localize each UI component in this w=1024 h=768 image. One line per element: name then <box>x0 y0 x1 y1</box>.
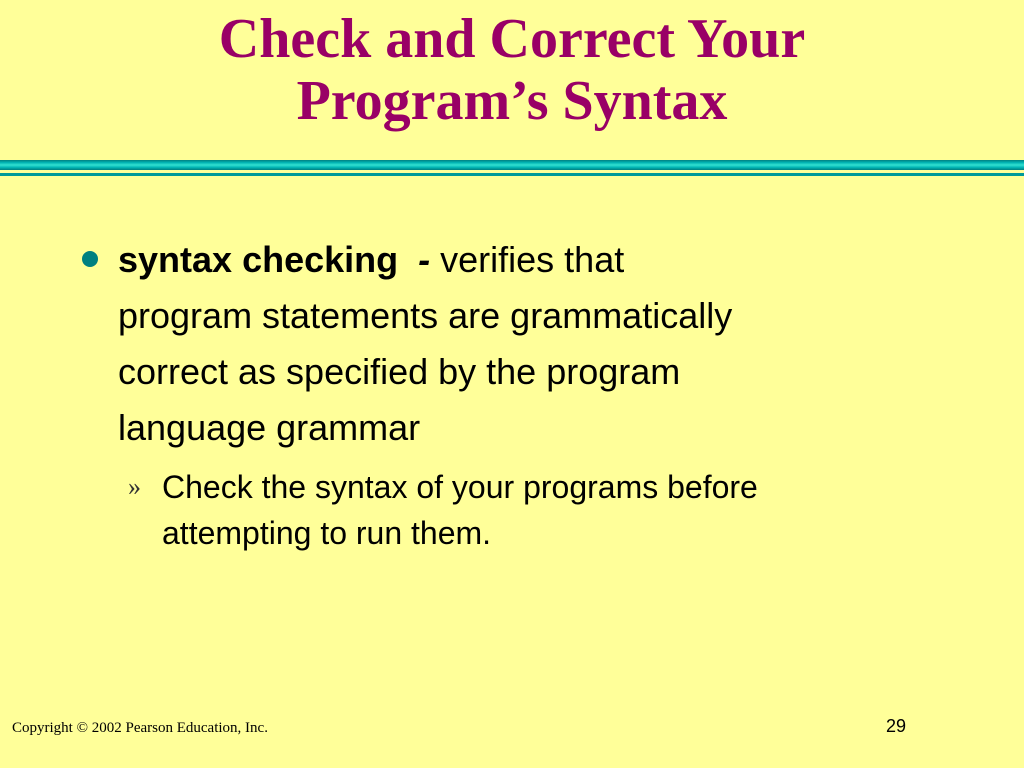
bullet-dot-icon <box>82 251 98 267</box>
bullet-term: syntax checking <box>118 239 399 280</box>
sub-bullet-item <box>80 464 940 556</box>
bullet-text-line-2: program statements are grammatically <box>118 295 733 336</box>
divider-thin-line <box>0 173 1024 176</box>
sub-bullet-marker-icon: » <box>128 472 141 501</box>
bullet-text-line-3: correct as specified by the program <box>118 351 681 392</box>
divider-thick-band <box>0 160 1024 170</box>
bullet-text-line-1: verifies that <box>430 239 625 280</box>
title-line-2: Program’s Syntax <box>296 70 728 132</box>
bullet-item <box>80 232 940 456</box>
bullet-separator: - <box>418 239 431 280</box>
sub-bullet-text-line-2: attempting to run them. <box>162 515 492 551</box>
sub-bullet-text-line-1: Check the syntax of your programs before <box>162 469 758 505</box>
bullet-text-line-4: language grammar <box>118 407 421 448</box>
footer-copyright: Copyright © 2002 Pearson Education, Inc. <box>12 720 268 736</box>
page-number: 29 <box>886 716 907 736</box>
slide-title <box>0 8 1024 132</box>
title-divider <box>0 160 1024 178</box>
title-line-1: Check and Correct Your <box>218 8 806 70</box>
slide-body <box>80 232 940 556</box>
